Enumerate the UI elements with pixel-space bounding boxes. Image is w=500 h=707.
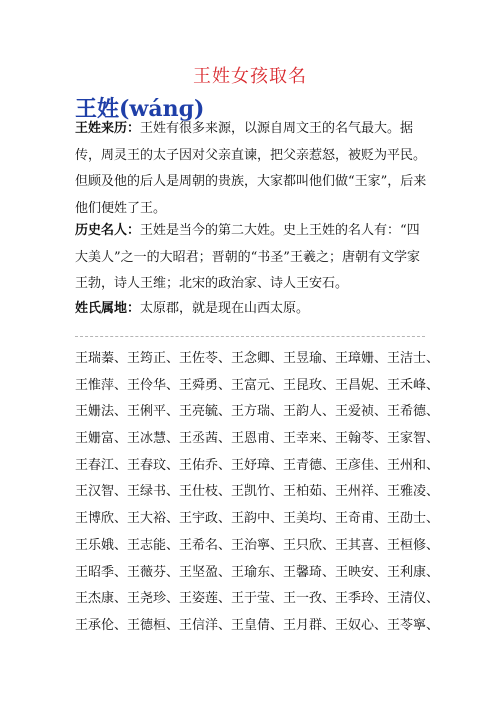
name-list (75, 346, 440, 640)
page-title: 王姓女孩取名 (193, 66, 307, 87)
region-text: 太原郡，就是现在山西太原。 (140, 301, 310, 316)
name-line: 王汉智、王绿书、王仕枝、王凯竹、王柏茹、王州祥、王雅凌、 (75, 484, 440, 500)
name-line: 王昭季、王薇芬、王坚盈、王瑜东、王馨琦、王映安、王利康、 (75, 564, 440, 580)
name-line: 王瑞蓁、王筠正、王佐苓、王念卿、王昱瑜、王璋姗、王洁士、 (75, 351, 440, 366)
dashed-divider (75, 336, 425, 337)
name-line: 王杰康、王尧珍、王姿莲、王于莹、王一孜、王季玲、王清仪、 (75, 591, 440, 607)
name-line: 王春江、王春玟、王佑乔、王妤璋、王青德、王彦佳、王州和、 (75, 457, 440, 473)
region-label: 姓氏属地： (75, 301, 141, 316)
surname-heading: 王姓(wánɡ) (75, 96, 205, 122)
famous-people-label: 历史名人： (75, 223, 141, 238)
origin-label: 王姓来历： (75, 121, 141, 136)
name-line: 王惟萍、王伶华、王舜勇、王富元、王昆玫、王昌妮、王禾峰、 (75, 377, 440, 393)
origin-text: 王姓有很多来源，以源自周文王的名气最大。据传，周灵王的太子因对父亲直谏，把父亲惹怒，被贬为平民。但顾及他的后人是周朝的贵族，大家都叫他们做“王家”，后来他们便姓了王。 (75, 121, 427, 216)
name-line: 王承伦、王德桓、王信洋、王皇倩、王月群、王奴心、王苓寧、 (75, 617, 440, 633)
name-line: 王姗富、王冰慧、王丞茜、王恩甫、王幸来、王翰苓、王家智、 (75, 431, 440, 447)
name-line: 王博欣、王大裕、王宇政、王韵中、王美均、王奇甫、王劭士、 (75, 511, 440, 527)
name-line: 王乐娥、王志能、王希名、王治寧、王只欣、王其喜、王桓修、 (75, 537, 440, 553)
famous-people-text: 王姓是当今的第二大姓。史上王姓的名人有：“四大美人”之一的大昭君；晋朝的“书圣”王羲之；唐朝有文学家王勃，诗人王维；北宋的政治家、诗人王安石。 (75, 223, 420, 291)
origin-paragraph (75, 116, 427, 222)
name-line: 王姗法、王俐平、王亮毓、王方瑞、王韵人、王爱祯、王希德、 (75, 404, 440, 420)
region-paragraph (75, 296, 427, 323)
famous-people-paragraph (75, 218, 427, 298)
